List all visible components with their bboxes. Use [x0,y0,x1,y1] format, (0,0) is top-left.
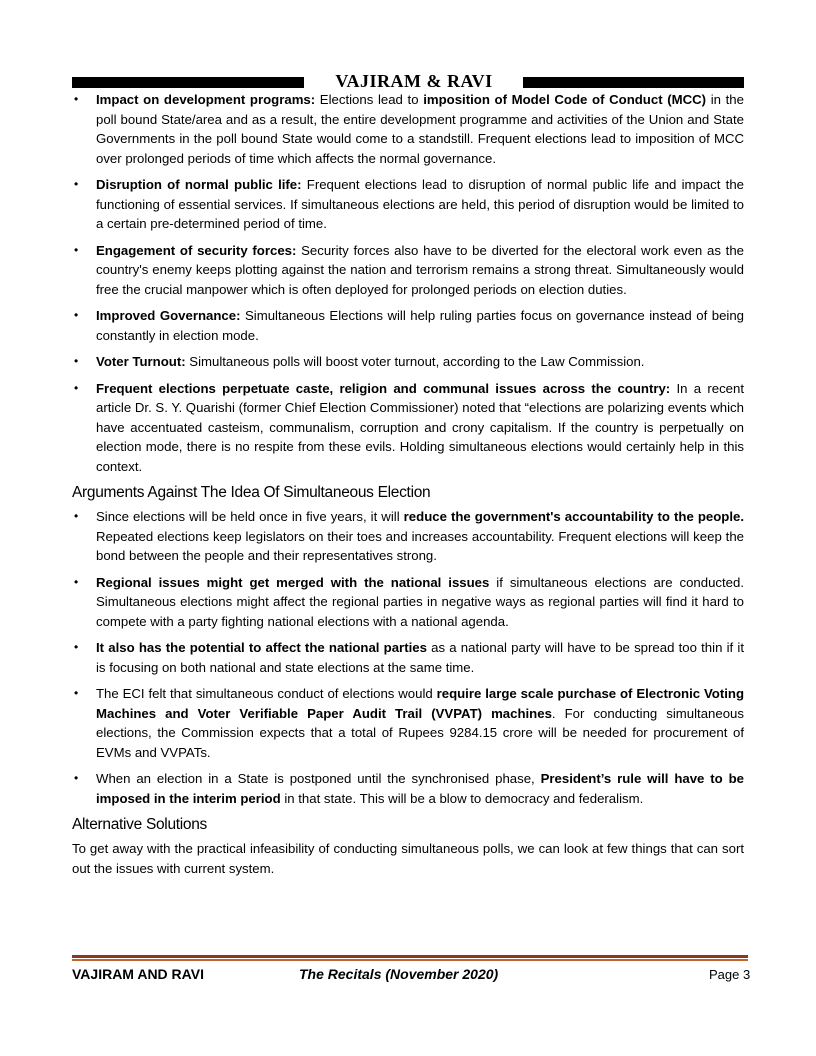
page-header [72,71,744,91]
list-item [72,175,744,234]
list-item [72,573,744,632]
bold-text: require large scale purchase of Electronic Voting Machines and Voter Verifiable Paper Audit Trail (VVPAT) machines [96,686,744,721]
text: if simultaneous elections are conducted. Simultaneous elections might affect the regional parties in negative ways as regional parties will find it hard to compete with a party fighting national elections with a national agenda. [96,574,744,629]
footer-publication: The Recitals (November 2020) [299,966,499,982]
bold-text: Frequent elections perpetuate caste, religion and communal issues across the country: [96,380,671,396]
page-number: Page 3 [709,967,751,982]
text: Since elections will be held once in five years, it will [96,509,404,524]
text: as a national party will have to be spread too thin if it is focusing on both national and state elections at the same time. [96,640,744,675]
footer-publisher: VAJIRAM AND RAVI [72,966,204,982]
bullet-icon: • [74,771,79,785]
bold-text: Impact on development programs: [96,92,316,107]
alternatives-paragraph: To get away with the practical infeasibility of conducting simultaneous polls, we can look at few things that can sort out the issues with current system. [72,841,744,876]
text: in the poll bound State/area and as a result, the entire development programme and activities of the Union and State Governments in the poll bound State would come to a standstill. Frequent elections lead to imposition of MCC over prolonged periods of time which affects the normal governance. [96,92,744,166]
bold-text: imposition of Model Code of Conduct (MCC) [423,92,707,107]
bullet-icon: • [74,308,79,322]
bullet-icon: • [74,92,79,106]
footer-rule [72,955,748,958]
text: Repeated elections keep legislators on their toes and increases accountability. Frequent elections will keep the bond between the people and their representatives strong. [96,528,744,563]
text: Simultaneous Elections will help ruling parties focus on governance instead of being constantly in election mode. [96,308,745,343]
bullet-icon: • [74,640,79,654]
main-content [72,90,744,879]
header-bar-left [72,77,304,88]
bold-text: It also has the potential to affect the national parties [96,640,427,655]
bold-text: Regional issues might get merged with the national issues [96,574,490,590]
text: Simultaneous polls will boost voter turnout, according to the Law Commission. [185,354,645,369]
list-item [72,684,744,762]
bold-text: President’s rule will have to be imposed in the interim period [96,771,744,806]
bullet-icon: • [74,574,79,589]
text: The ECI felt that simultaneous conduct of elections would [96,686,437,701]
bold-text: Disruption of normal public life: [96,177,302,192]
section-heading-alternatives: Alternative Solutions [72,816,208,833]
list-item [72,352,744,372]
text: Frequent elections lead to disruption of normal public life and impact the functioning of essential services. If simultaneous elections are held, this period of disruption would be limited to a certain pre-determined period of time. [96,177,744,231]
text: In a recent article Dr. S. Y. Quarishi (former Chief Election Commissioner) noted that “elections are polarizing events which have accentuated casteism, communalism, corruption and crony capitalism. If the country is perpetually on election mode, there is no respite from these evils. Holding simultaneous elections would certainly help in this context. [96,380,744,474]
bullet-icon: • [74,177,79,191]
bold-text: Engagement of security forces: [96,242,297,258]
bold-text: Voter Turnout: [96,354,186,369]
arguments-for-list [72,90,744,476]
list-item [72,306,744,345]
list-item [72,769,744,808]
bold-text: Improved Governance: [96,308,241,323]
text: When an election in a State is postponed until the synchronised phase, [96,771,541,786]
list-item [72,638,744,677]
section-heading-against: Arguments Against The Idea Of Simultaneous Election [72,484,431,501]
header-title: VAJIRAM & RAVI [335,71,493,91]
bold-text: reduce the government's accountability to the people. [403,509,744,524]
bullet-icon: • [74,242,79,257]
bullet-icon: • [74,509,79,523]
text: Security forces also have to be diverted for the electoral work even as the country's enemy keeps plotting against the nation and terrorism remains a strong threat. Simultaneously would free the crucial manpower which is often deployed for prolonged periods on election duties. [96,242,744,297]
list-item [72,241,744,300]
list-item [72,379,744,477]
list-item [72,90,744,168]
list-item [72,507,744,566]
text: in that state. This will be a blow to democracy and federalism. [280,790,644,806]
arguments-against-list [72,507,744,808]
bullet-icon: • [74,380,79,395]
header-bar-right [523,77,744,88]
bullet-icon: • [74,354,79,368]
text: . For conducting simultaneous elections, the Commission expects that a total of Rupees 9284.15 crore will be needed for procurement of EVMs and VVPATs. [96,705,744,760]
footer-rule-thin [72,959,748,961]
bullet-icon: • [74,686,79,700]
text: Elections lead to [315,92,424,107]
